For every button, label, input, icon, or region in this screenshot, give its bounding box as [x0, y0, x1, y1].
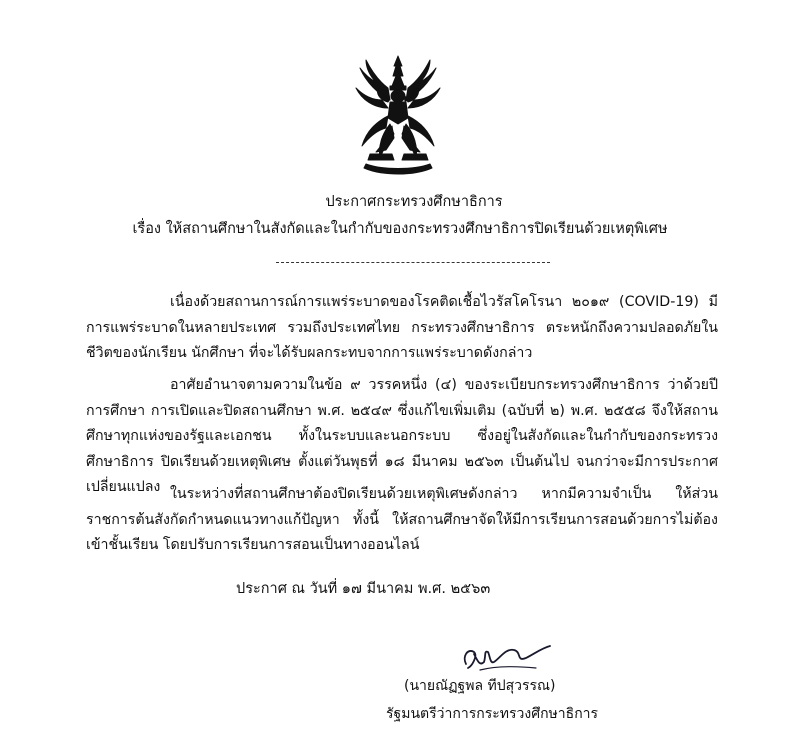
signer-name: (นายณัฏฐพล ทีปสุวรรณ): [404, 678, 556, 694]
body-paragraph-3: ในระหว่างที่สถานศึกษาต้องปิดเรียนด้วยเหตุพิเศษดังกล่าว หากมีความจำเป็น ให้ส่วนราชการต้นสังกัดกำหนดแนวทางแก้ปัญหา ทั้งนี้ ให้สถานศึกษาจัดให้มีการเรียนการสอนด้วยการไม่ต้องเข้าชั้นเรียน โดยปรับการเรียนการสอนเป็นทางออนไลน์: [86, 486, 718, 553]
handwritten-signature-icon: [456, 636, 556, 676]
dashed-divider: [276, 262, 550, 263]
announcement-date: ประกาศ ณ วันที่ ๑๗ มีนาคม พ.ศ. ๒๕๖๓: [236, 581, 491, 597]
body-paragraph-1: เนื่องด้วยสถานการณ์การแพร่ระบาดของโรคติดเชื้อไวรัสโคโรนา ๒๐๑๙ (COVID-19) มีการแพร่ระบาดในหลายประเทศ รวมถึงประเทศไทย กระทรวงศึกษาธิการ ตระหนักถึงความปลอดภัยในชีวิตของนักเรียน นักศึกษา ที่จะได้รับผลกระทบจากการแพร่ระบาดดังกล่าว: [86, 294, 718, 361]
body-paragraph-2: อาศัยอำนาจตามความในข้อ ๙ วรรคหนึ่ง (๔) ของระเบียบกระทรวงศึกษาธิการ ว่าด้วยปีการศึกษา การเปิดและปิดสถานศึกษา พ.ศ. ๒๕๔๙ ซึ่งแก้ไขเพิ่มเติม (ฉบับที่ ๒) พ.ศ. ๒๕๕๘ จึงให้สถานศึกษาทุกแห่งของรัฐและเอกชน ทั้งในระบบและนอกระบบ ซึ่งอยู่ในสังกัดและในกำกับของกระทรวงศึกษาธิการ ปิดเรียนด้วยเหตุพิเศษ ตั้งแต่วันพุธที่ ๑๘ มีนาคม ๒๕๖๓ เป็นต้นไป จนกว่าจะมีการประกาศเปลี่ยนแปลง: [86, 377, 718, 495]
signer-title: รัฐมนตรีว่าการกระทรวงศึกษาธิการ: [386, 706, 599, 722]
announcement-title: ประกาศกระทรวงศึกษาธิการ: [325, 194, 503, 210]
garuda-emblem-icon: [352, 54, 444, 178]
announcement-subject: เรื่อง ให้สถานศึกษาในสังกัดและในกำกับของกระทรวงศึกษาธิการปิดเรียนด้วยเหตุพิเศษ: [132, 221, 668, 237]
